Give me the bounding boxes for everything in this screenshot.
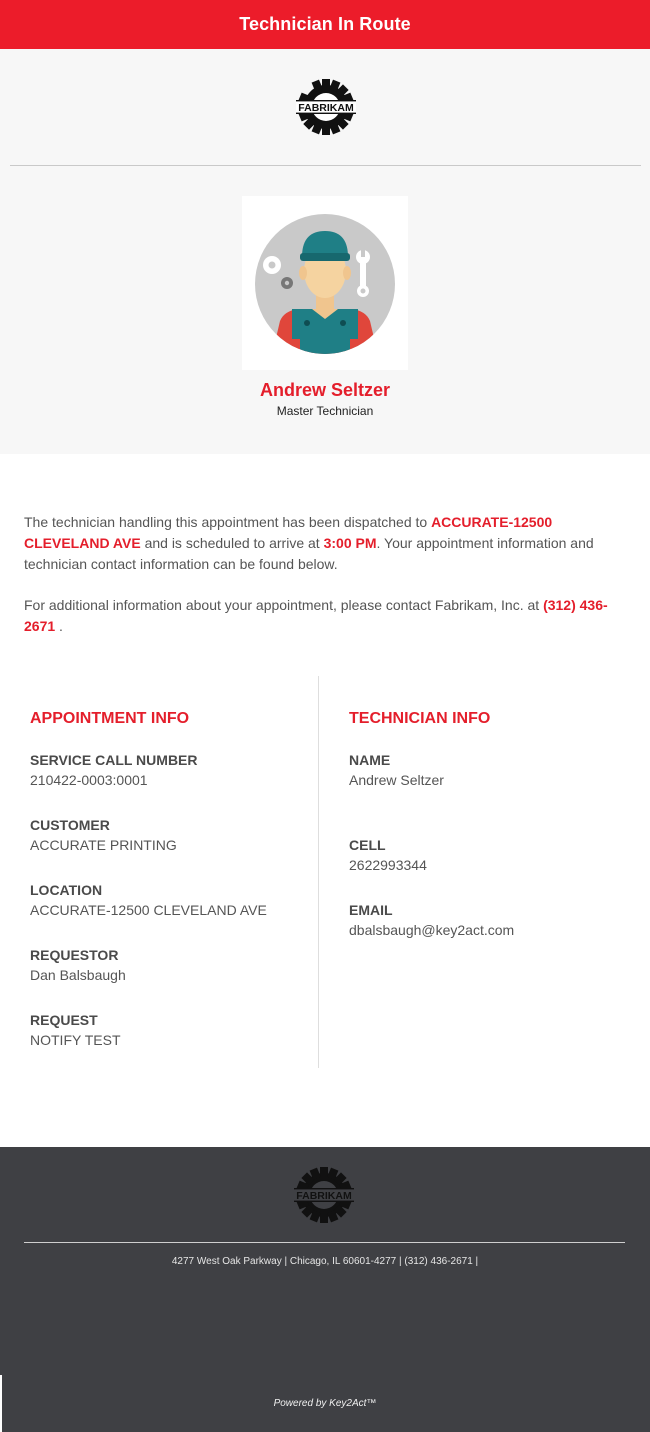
top-header-bar	[0, 0, 650, 49]
contact-paragraph	[24, 595, 624, 637]
footer-fabrikam-logo	[294, 1165, 354, 1225]
field-value: 210422-0003:0001	[30, 772, 148, 788]
footer-divider	[24, 1242, 625, 1243]
technician-hero	[0, 49, 650, 454]
logo-text: FABRIKAM	[298, 102, 354, 114]
message-text: and is scheduled to arrive at	[140, 535, 324, 551]
email-link[interactable]: dbalsbaugh@key2act.com	[349, 922, 515, 938]
footer	[0, 1147, 650, 1432]
technician-info	[349, 710, 629, 961]
field-value: ACCURATE PRINTING	[30, 837, 177, 853]
powered-by: Powered by Key2Act™	[273, 1398, 377, 1409]
appointment-info-title: APPOINTMENT INFO	[30, 710, 190, 727]
field-value: Dan Balsbaugh	[30, 967, 126, 983]
appointment-info	[30, 710, 310, 1071]
message-text: .	[55, 618, 63, 634]
contact-phone-link[interactable]: (312) 436-2671	[24, 597, 608, 634]
info-field	[30, 815, 310, 876]
fabrikam-logo	[296, 77, 356, 137]
dispatch-paragraph	[24, 512, 624, 575]
technician-name: Andrew Seltzer	[259, 380, 391, 400]
technician-info-title: TECHNICIAN INFO	[349, 710, 491, 727]
field-label: CELL	[349, 837, 386, 853]
technician-avatar-icon	[254, 213, 396, 355]
message-text: . Your appointment information and technician contact information can be found below.	[24, 535, 594, 572]
dispatch-message	[24, 512, 624, 657]
field-label: CUSTOMER	[30, 817, 110, 833]
field-value: Andrew Seltzer	[349, 772, 444, 788]
field-value: NOTIFY TEST	[30, 1032, 121, 1048]
technician-title: Master Technician	[276, 404, 374, 418]
info-field	[30, 880, 310, 941]
message-text: The technician handling this appointment has been dispatched to	[24, 514, 432, 530]
field-value: ACCURATE-12500 CLEVELAND AVE	[30, 902, 267, 918]
info-section	[0, 676, 650, 1068]
field-label: NAME	[349, 752, 391, 768]
info-field	[30, 945, 310, 1006]
column-divider	[318, 676, 319, 1068]
info-field	[30, 1010, 310, 1071]
hero-divider	[10, 165, 641, 166]
info-field	[349, 900, 629, 961]
field-label: REQUEST	[30, 1012, 98, 1028]
field-label: EMAIL	[349, 902, 393, 918]
footer-address: 4277 West Oak Parkway | Chicago, IL 60601-4277 | (312) 436-2671 |	[171, 1256, 479, 1267]
dispatch-address: ACCURATE-12500 CLEVELAND AVE	[24, 514, 553, 551]
page-title: Technician In Route	[239, 14, 411, 34]
technician-avatar	[242, 196, 408, 370]
footer-logo-text: FABRIKAM	[296, 1190, 352, 1202]
cell-phone-link[interactable]: 2622993344	[349, 857, 427, 873]
arrival-time: 3:00 PM	[323, 535, 377, 551]
field-label: LOCATION	[30, 882, 103, 898]
info-field	[349, 835, 629, 896]
info-field	[349, 750, 629, 831]
field-label: SERVICE CALL NUMBER	[30, 752, 198, 768]
message-text: For additional information about your appointment, please contact Fabrikam, Inc. at	[24, 597, 544, 613]
field-label: REQUESTOR	[30, 947, 119, 963]
info-field	[30, 750, 310, 811]
